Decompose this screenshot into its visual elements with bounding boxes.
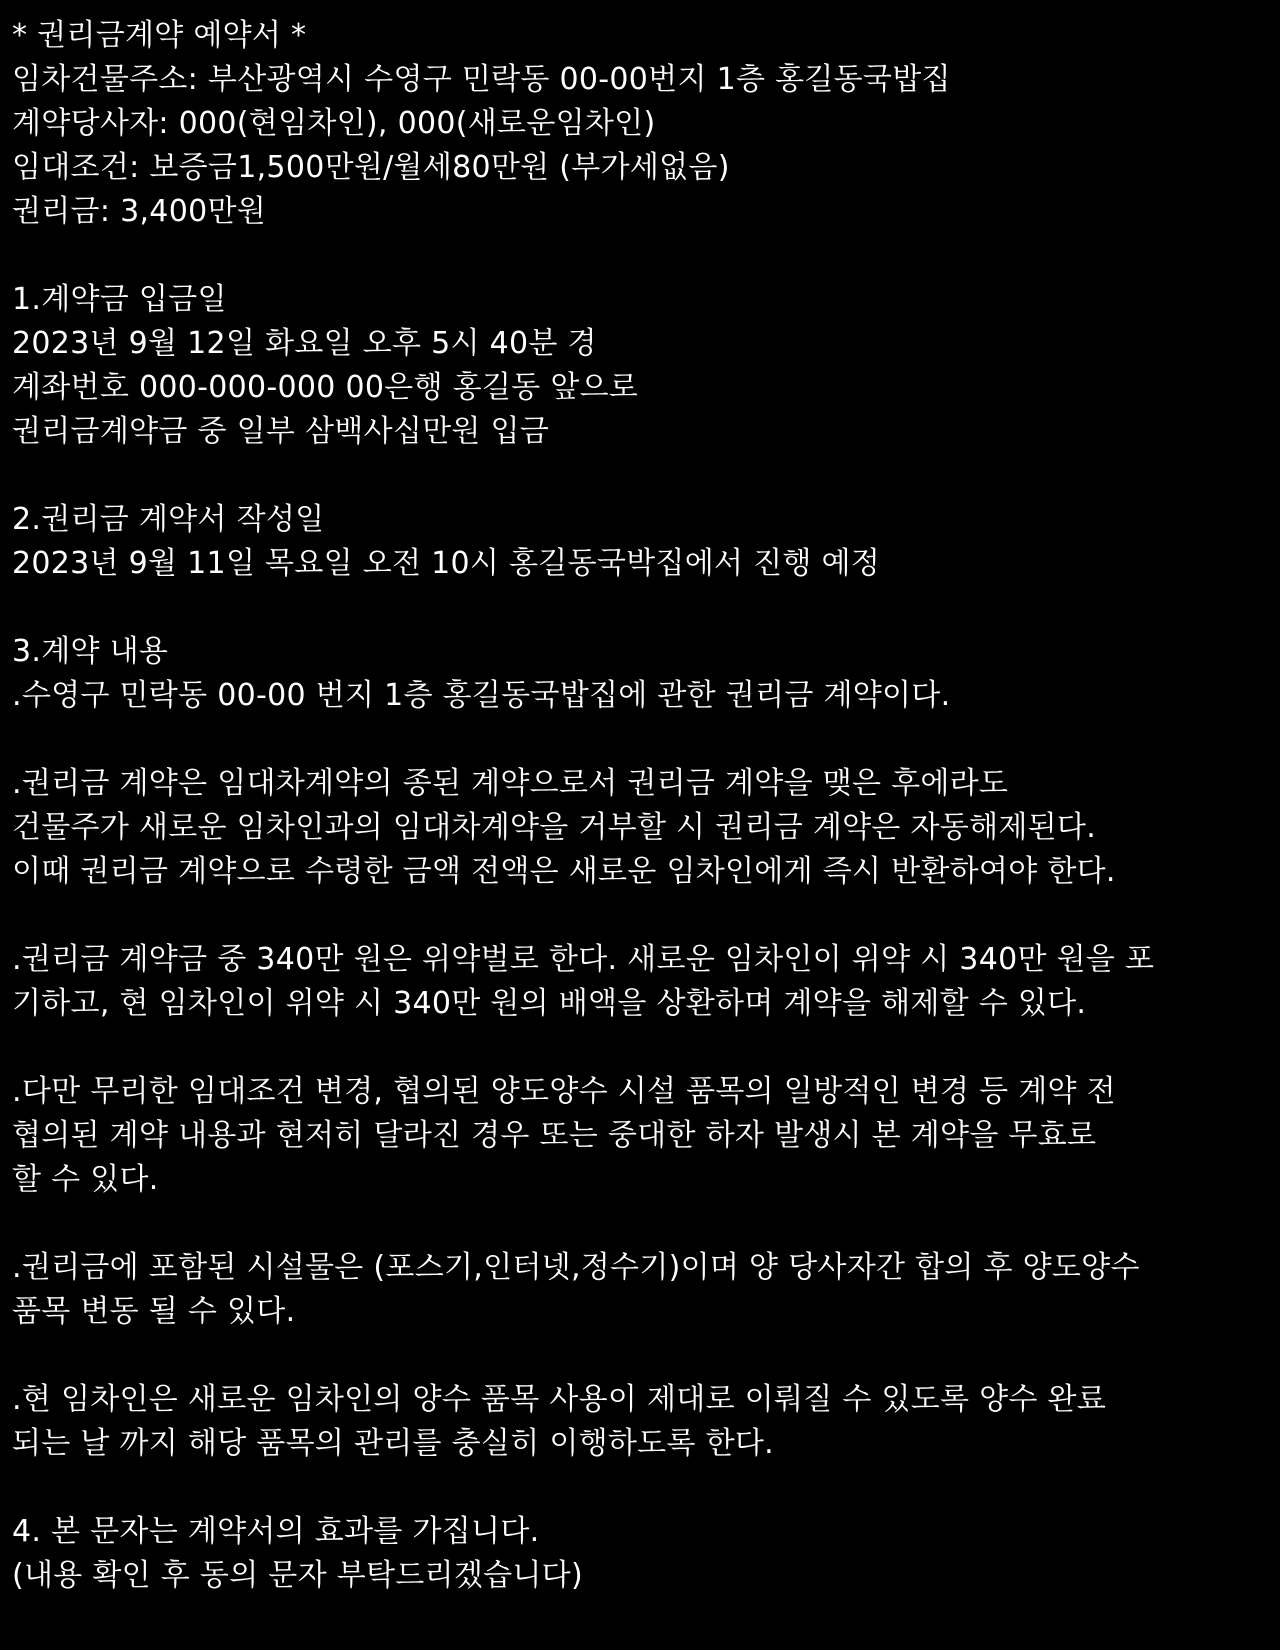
section4-line: (내용 확인 후 동의 문자 부탁드리겠습니다) [12,1558,583,1593]
contract-document [12,14,1274,1598]
section1-line: 권리금계약금 중 일부 삼백사십만원 입금 [12,414,550,449]
blank-line [12,1466,1274,1510]
section3-para4-line: 협의된 계약 내용과 현저히 달라진 경우 또는 중대한 하자 발생시 본 계약을 무효로 [12,1118,1097,1153]
section3-para2-line: 이때 권리금 계약으로 수령한 금액 전액은 새로운 임차인에게 즉시 반환하여야 한다. [12,854,1116,889]
section3-para5-line: .권리금에 포함된 시설물은 (포스기,인터넷,정수기)이며 양 당사자간 합의 후 양도양수 [12,1250,1140,1285]
section1-line: 계좌번호 000-000-000 00은행 홍길동 앞으로 [12,370,639,405]
blank-line [12,586,1274,630]
blank-line [12,718,1274,762]
section3-para4-line: 할 수 있다. [12,1162,159,1197]
blank-line [12,1202,1274,1246]
section2-heading: 2.권리금 계약서 작성일 [12,502,325,537]
section2-line: 2023년 9월 11일 목요일 오전 10시 홍길동국박집에서 진행 예정 [12,546,881,581]
parties-line: 계약당사자: 000(현임차인), 000(새로운임차인) [12,106,656,141]
section1-heading: 1.계약금 입금일 [12,282,227,317]
section1-line: 2023년 9월 12일 화요일 오후 5시 40분 경 [12,326,597,361]
document-title: * 권리금계약 예약서 * [12,18,307,53]
blank-line [12,894,1274,938]
blank-line [12,1026,1274,1070]
blank-line [12,454,1274,498]
section3-para2-line: .권리금 계약은 임대차계약의 종된 계약으로서 권리금 계약을 맺은 후에라도 [12,766,1009,801]
section3-para3-line: 기하고, 현 임차인이 위약 시 340만 원의 배액을 상환하며 계약을 해제할 수 있다. [12,986,1087,1021]
section3-heading: 3.계약 내용 [12,634,169,669]
section3-para2-line: 건물주가 새로운 임차인과의 임대차계약을 거부할 시 권리금 계약은 자동해제된다. [12,810,1097,845]
section3-para6-line: .현 임차인은 새로운 임차인의 양수 품목 사용이 제대로 이뤄질 수 있도록 양수 완료 [12,1382,1107,1417]
section3-para5-line: 품목 변동 될 수 있다. [12,1294,296,1329]
blank-line [12,1334,1274,1378]
address-line: 임차건물주소: 부산광역시 수영구 민락동 00-00번지 1층 홍길동국밥집 [12,62,951,97]
blank-line [12,234,1274,278]
section3-para4-line: .다만 무리한 임대조건 변경, 협의된 양도양수 시설 품목의 일방적인 변경 등 계약 전 [12,1074,1116,1109]
premium-line: 권리금: 3,400만원 [12,194,267,229]
section3-para6-line: 되는 날 까지 해당 품목의 관리를 충실히 이행하도록 한다. [12,1426,774,1461]
lease-terms-line: 임대조건: 보증금1,500만원/월세80만원 (부가세없음) [12,150,730,185]
section3-para3-line: .권리금 계약금 중 340만 원은 위약벌로 한다. 새로운 임차인이 위약 시 340만 원을 포 [12,942,1155,977]
section3-para1-line: .수영구 민락동 00-00 번지 1층 홍길동국밥집에 관한 권리금 계약이다. [12,678,951,713]
section4-heading: 4. 본 문자는 계약서의 효과를 가집니다. [12,1514,540,1549]
